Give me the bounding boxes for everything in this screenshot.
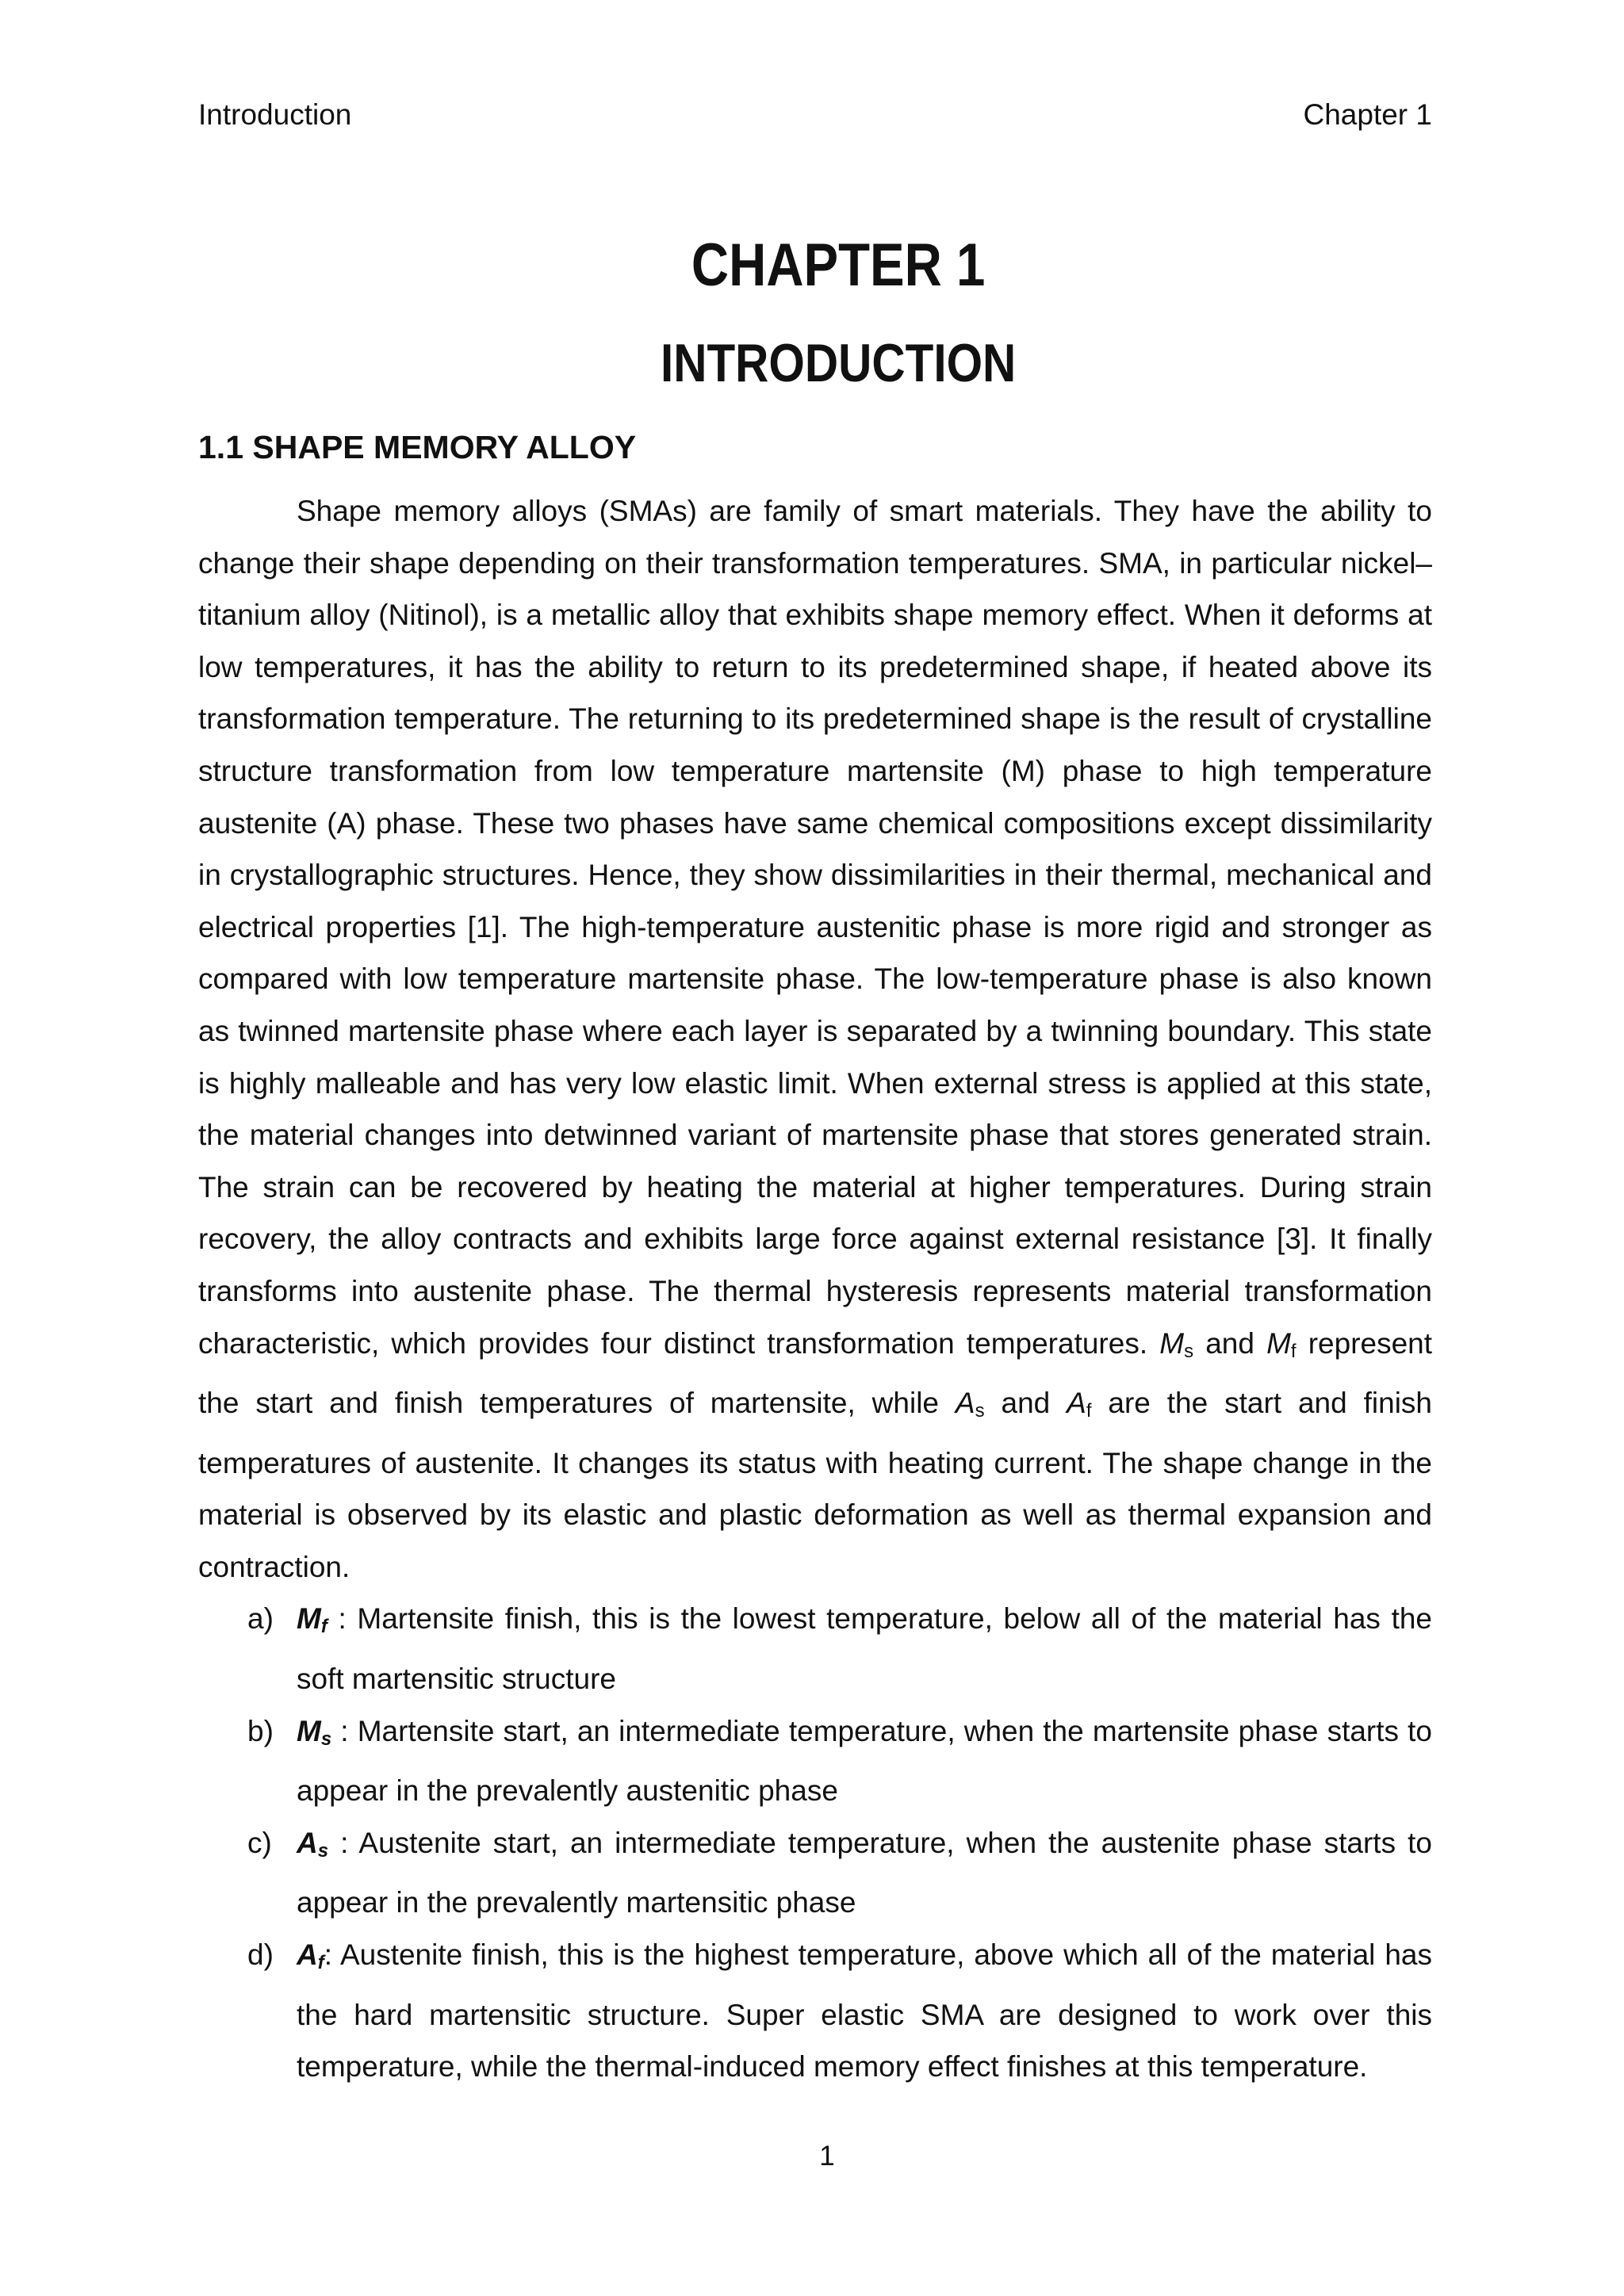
paragraph-text-3: are the start and finish temperatures of austenite. It changes its status with heating current. The shape change in the material is observed by its elastic and plastic deformation as well as thermal expansion and contraction. [198, 1387, 1432, 1583]
paragraph-connector-2: and [984, 1387, 1067, 1420]
paragraph-text-2: represent the start and finish temperatures of martensite, while [198, 1326, 1433, 1420]
paragraph-connector-1: and [1193, 1326, 1267, 1360]
page-number: 1 [819, 2141, 835, 2172]
definition-item [198, 1705, 1432, 1817]
symbol-mf: M [1266, 1326, 1291, 1360]
chapter-number: CHAPTER 1 [691, 232, 986, 299]
list-marker: b) [247, 1714, 274, 1747]
paragraph-text-1: Shape memory alloys (SMAs) are family of smart materials. They have the ability to change their shape depending on their transformation temperatures. SMA, in particular nickel–titanium alloy (Nitinol), is a metallic alloy that exhibits shape memory effect. When it deforms at low temperatures, it has the ability to return to its predetermined shape, if heated above its transformation temperature. The returning to its predetermined shape is the result of crystalline structure transformation from low temperature martensite (M) phase to high temperature austenite (A) phase. These two phases have same chemical compositions except dissimilarity in crystallographic structures. Hence, they show dissimilarities in their thermal, mechanical and electrical properties [1]. The high-temperature austenitic phase is more rigid and stronger as compared with low temperature martensite phase. The low-temperature phase is also known as twinned martensite phase where each layer is separated by a twinning boundary. This state is highly malleable and has very low elastic limit. When external stress is applied at this state, the material changes into detwinned variant of martensite phase that stores generated strain. The strain can be recovered by heating the material at higher temperatures. During strain recovery, the alloy contracts and exhibits large force against external resistance [3]. It finally transforms into austenite phase. The thermal hysteresis represents material transformation characteristic, which provides four distinct transformation temperatures. [198, 495, 1432, 1360]
list-marker: c) [247, 1826, 272, 1859]
symbol-as-subscript: s [975, 1400, 985, 1422]
definition-item [198, 1817, 1432, 1929]
symbol-ms-subscript: s [1184, 1340, 1194, 1362]
definition-symbol: $A_f$ [297, 1938, 324, 1974]
header-section-title: Introduction [198, 98, 352, 131]
symbol-af-subscript: f [1086, 1400, 1092, 1422]
temperature-definitions-list [198, 1593, 1432, 2092]
definition-text: Martensite finish, this is the lowest temperature, below all of the material has the soft martensitic structure [297, 1602, 1432, 1696]
intro-paragraph [198, 485, 1432, 1593]
list-marker: d) [247, 1938, 274, 1972]
definition-separator: : [328, 1826, 359, 1859]
definition-text: Martensite start, an intermediate temperature, when the martensite phase starts to appear in the prevalently austenitic phase [297, 1714, 1432, 1808]
definition-item [198, 1593, 1432, 1705]
chapter-title: INTRODUCTION [660, 333, 1017, 393]
body-text [198, 485, 1432, 2093]
definition-symbol: $M_s$ [297, 1714, 332, 1750]
definition-separator: : [324, 1938, 340, 1972]
definition-separator: : [331, 1714, 358, 1747]
symbol-mf-subscript: f [1290, 1340, 1297, 1362]
definition-item [198, 1929, 1432, 2093]
symbol-ms: M [1159, 1326, 1185, 1360]
symbol-af: A [1067, 1387, 1086, 1420]
definition-separator: : [327, 1602, 358, 1636]
running-header [198, 95, 1432, 135]
definition-text: Austenite finish, this is the highest temperature, above which all of the material has the hard martensitic structure. Super elastic SMA are designed to work over this temperature, while the thermal-induced memory effect finishes at this temperature. [297, 1938, 1432, 2084]
section-heading: 1.1 SHAPE MEMORY ALLOY [198, 429, 637, 465]
definition-symbol: $M_f$ [297, 1602, 327, 1638]
symbol-as: A [955, 1387, 975, 1420]
definition-symbol: $A_s$ [297, 1826, 329, 1862]
list-marker: a) [247, 1602, 274, 1636]
header-chapter-label: Chapter 1 [1303, 98, 1432, 131]
definition-text: Austenite start, an intermediate temperature, when the austenite phase starts to appear in the prevalently martensitic phase [297, 1826, 1432, 1919]
